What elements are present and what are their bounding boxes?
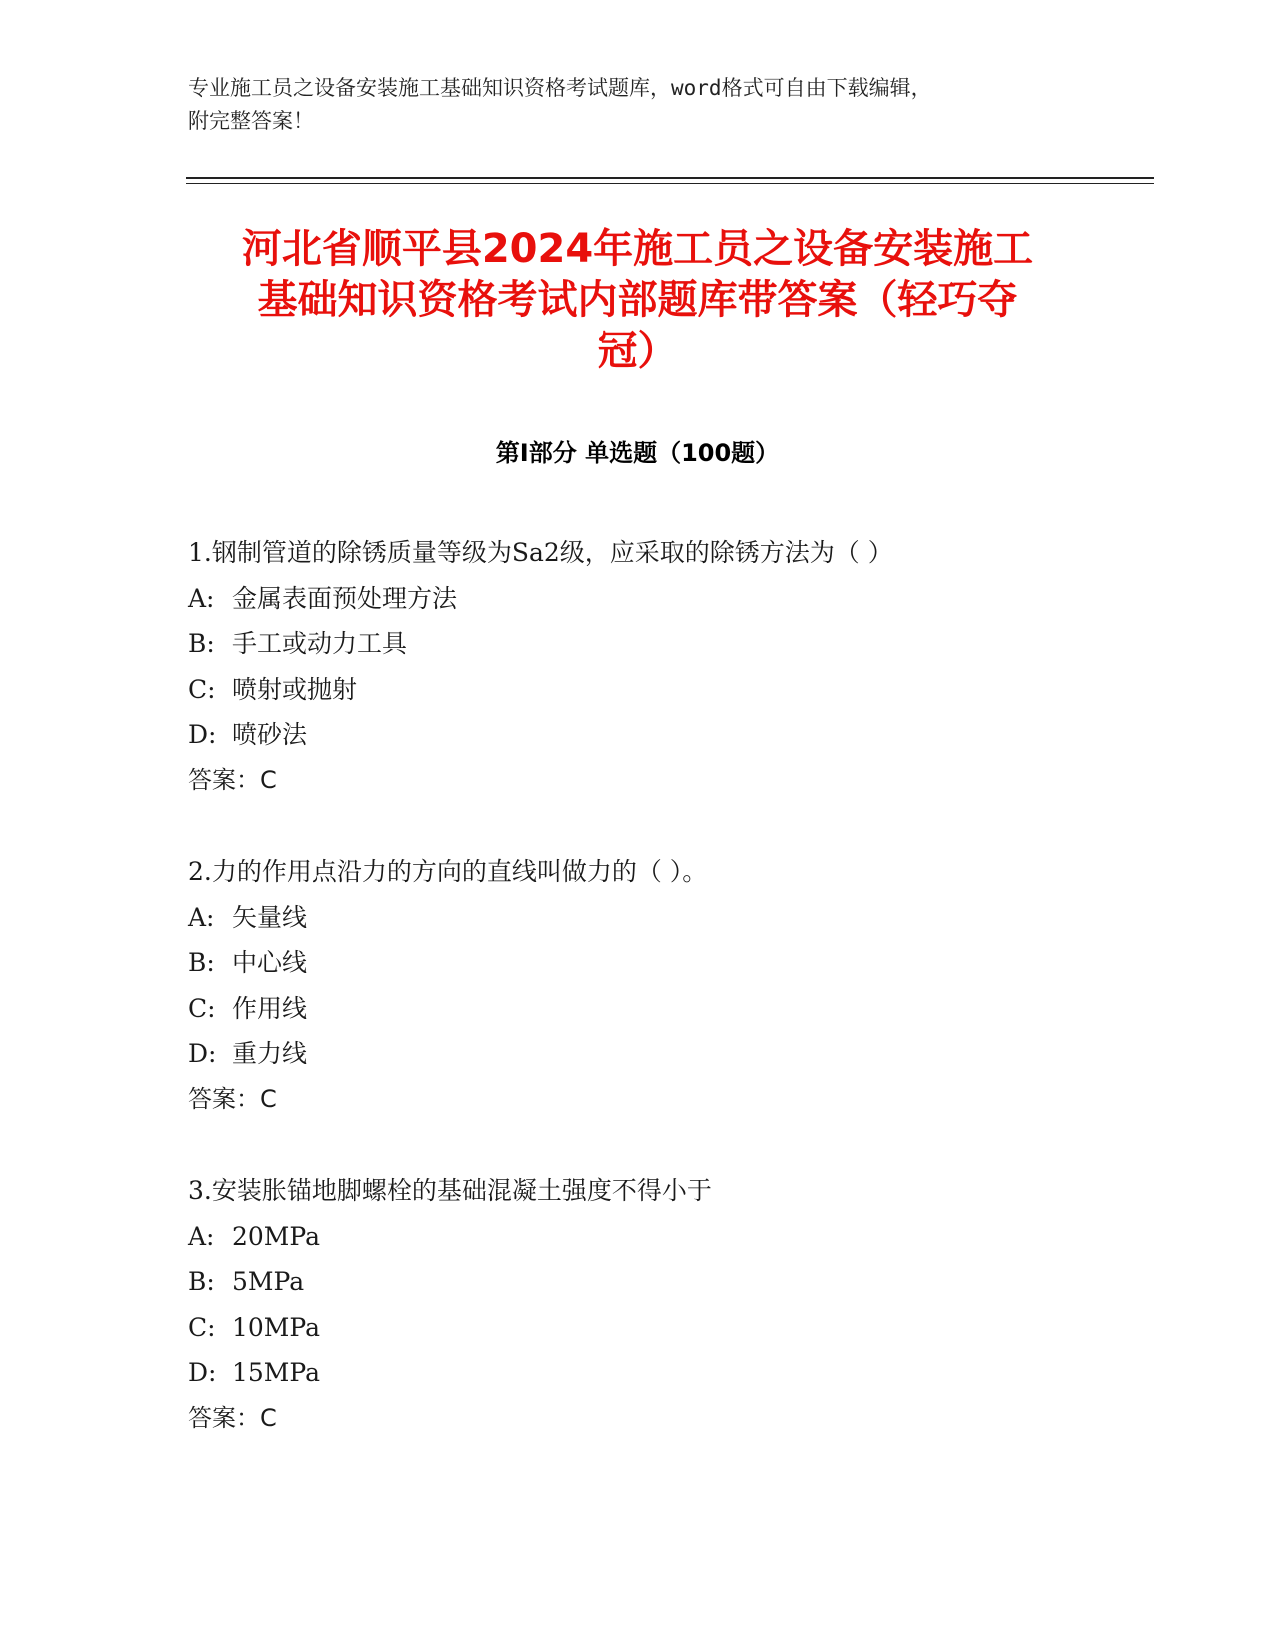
header-divider xyxy=(186,177,1154,179)
question-item xyxy=(188,1168,1148,1441)
option-text: 矢量线 xyxy=(232,902,308,932)
header-note-line: 专业施工员之设备安装施工基础知识资格考试题库，word格式可自由下载编辑， xyxy=(188,76,932,100)
option-letter: A: xyxy=(188,1221,215,1251)
question-item xyxy=(188,849,1148,1122)
option-letter: B: xyxy=(188,629,215,658)
title-line: 冠） xyxy=(597,328,678,374)
question-list xyxy=(188,530,1148,1487)
option-c xyxy=(188,667,1148,713)
title-line: 基础知识资格考试内部题库带答案（轻巧夺 xyxy=(257,277,1018,323)
header-divider-thin xyxy=(186,183,1154,184)
option-text: 15MPa xyxy=(232,1358,321,1387)
option-text: 10MPa xyxy=(232,1312,321,1342)
question-stem: 2.力的作用点沿力的方向的直线叫做力的（ ）。 xyxy=(188,857,708,886)
header-note-line: 附完整答案！ xyxy=(188,109,314,133)
option-text: 中心线 xyxy=(232,948,308,977)
option-letter: A: xyxy=(188,583,215,613)
section-heading: 第Ⅰ部分 单选题（100题） xyxy=(495,439,780,467)
option-c xyxy=(188,1305,1148,1351)
option-text: 喷砂法 xyxy=(232,720,308,749)
option-b xyxy=(188,940,1148,986)
answer-line: 答案：C xyxy=(188,1084,277,1113)
option-text: 5MPa xyxy=(232,1267,305,1296)
option-a xyxy=(188,1214,1148,1260)
option-letter: D: xyxy=(188,1358,217,1387)
question-stem: 3.安装胀锚地脚螺栓的基础混凝土强度不得小于 xyxy=(188,1176,712,1205)
option-letter: B: xyxy=(188,948,215,977)
option-letter: C: xyxy=(188,993,216,1023)
option-letter: D: xyxy=(188,720,217,749)
answer-line: 答案：C xyxy=(188,1403,277,1432)
option-text: 20MPa xyxy=(232,1221,321,1251)
option-text: 重力线 xyxy=(232,1039,308,1068)
header-note xyxy=(188,72,1088,138)
option-letter: C: xyxy=(188,1312,216,1342)
option-c xyxy=(188,986,1148,1032)
question-stem: 1.钢制管道的除锈质量等级为Sa2级，应采取的除锈方法为（ ） xyxy=(188,538,893,567)
option-letter: A: xyxy=(188,902,215,932)
option-d xyxy=(188,1350,1148,1396)
title-line: 河北省顺平县2024年施工员之设备安装施工 xyxy=(241,226,1034,272)
option-text: 作用线 xyxy=(232,993,308,1023)
option-b xyxy=(188,1259,1148,1305)
document-title xyxy=(180,224,1095,377)
answer-line: 答案：C xyxy=(188,765,277,794)
option-d xyxy=(188,1031,1148,1077)
option-letter: C: xyxy=(188,674,216,704)
option-a xyxy=(188,576,1148,622)
option-text: 金属表面预处理方法 xyxy=(232,583,458,613)
option-letter: B: xyxy=(188,1267,215,1296)
option-a xyxy=(188,895,1148,941)
option-text: 手工或动力工具 xyxy=(232,629,408,658)
option-text: 喷射或抛射 xyxy=(232,674,358,704)
question-item xyxy=(188,530,1148,803)
option-b xyxy=(188,621,1148,667)
option-letter: D: xyxy=(188,1039,217,1068)
option-d xyxy=(188,712,1148,758)
